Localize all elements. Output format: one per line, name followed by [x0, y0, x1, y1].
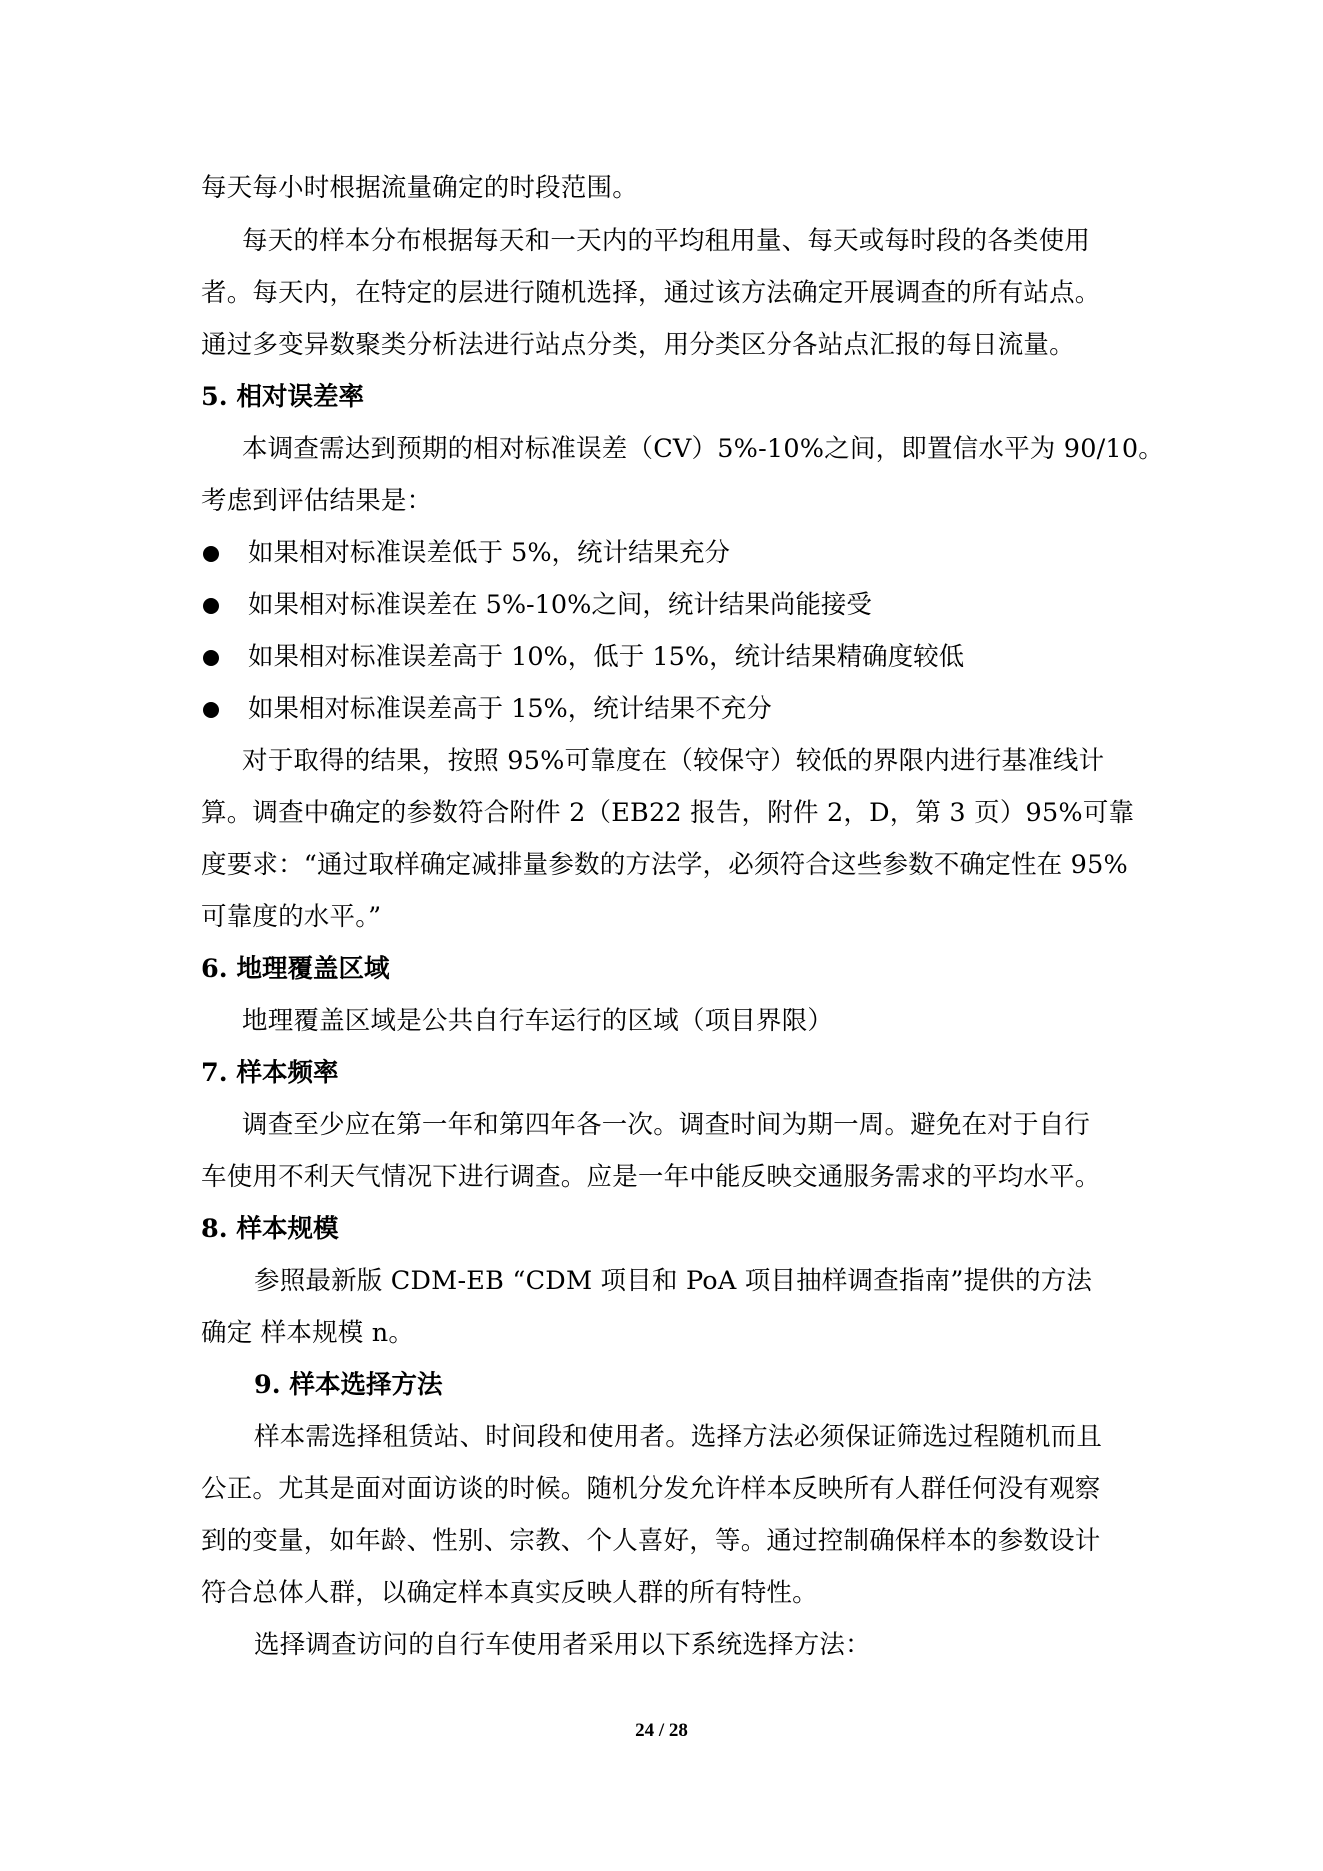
paragraph-line: 本调查需达到预期的相对标准误差（CV）5%-10%之间，即置信水平为 90/10。 — [242, 434, 1164, 464]
paragraph-line: 确定 样本规模 n。 — [201, 1318, 415, 1348]
paragraph-line: 选择调查访问的自行车使用者采用以下系统选择方法： — [254, 1630, 871, 1660]
paragraph-line: 到的变量，如年龄、性别、宗教、个人喜好，等。通过控制确保样本的参数设计 — [201, 1526, 1101, 1556]
paragraph-line: 符合总体人群，以确定样本真实反映人群的所有特性。 — [201, 1578, 818, 1608]
bullet-text: 如果相对标准误差在 5%-10%之间，统计结果尚能接受 — [248, 590, 872, 620]
paragraph-line: 者。每天内，在特定的层进行随机选择，通过该方法确定开展调查的所有站点。 — [201, 278, 1101, 308]
page-number: 24 / 28 — [635, 1720, 688, 1741]
bullet-text: 如果相对标准误差高于 10%，低于 15%，统计结果精确度较低 — [248, 642, 965, 672]
paragraph-line: 每天每小时根据流量确定的时段范围。 — [201, 173, 638, 203]
bullet-dot-icon — [203, 650, 219, 666]
section-heading-5: 5. 相对误差率 — [201, 382, 364, 412]
paragraph-line: 度要求：“通过取样确定减排量参数的方法学，必须符合这些参数不确定性在 95% — [201, 850, 1128, 880]
paragraph-line: 样本需选择租赁站、时间段和使用者。选择方法必须保证筛选过程随机而且 — [254, 1422, 1103, 1452]
paragraph-line: 对于取得的结果，按照 95%可靠度在（较保守）较低的界限内进行基准线计 — [242, 746, 1105, 776]
bullet-dot-icon — [203, 546, 219, 562]
paragraph-line: 考虑到评估结果是： — [201, 486, 433, 516]
paragraph-line: 调查至少应在第一年和第四年各一次。调查时间为期一周。避免在对于自行 — [242, 1110, 1091, 1140]
bullet-text: 如果相对标准误差高于 15%，统计结果不充分 — [248, 694, 772, 724]
section-heading-9: 9. 样本选择方法 — [254, 1370, 443, 1400]
paragraph-line: 公正。尤其是面对面访谈的时候。随机分发允许样本反映所有人群任何没有观察 — [201, 1474, 1101, 1504]
bullet-dot-icon — [203, 598, 219, 614]
section-heading-8: 8. 样本规模 — [201, 1214, 339, 1244]
section-heading-7: 7. 样本频率 — [201, 1058, 339, 1088]
paragraph-line: 地理覆盖区域是公共自行车运行的区域（项目界限） — [242, 1006, 834, 1036]
section-heading-6: 6. 地理覆盖区域 — [201, 954, 390, 984]
paragraph-line: 可靠度的水平。” — [201, 902, 382, 932]
paragraph-line: 算。调查中确定的参数符合附件 2（EB22 报告，附件 2，D，第 3 页）95%可靠 — [201, 798, 1135, 828]
paragraph-line: 参照最新版 CDM-EB “CDM 项目和 PoA 项目抽样调查指南”提供的方法 — [254, 1266, 1093, 1296]
paragraph-line: 每天的样本分布根据每天和一天内的平均租用量、每天或每时段的各类使用 — [242, 226, 1091, 256]
paragraph-line: 通过多变异数聚类分析法进行站点分类，用分类区分各站点汇报的每日流量。 — [201, 330, 1075, 360]
bullet-dot-icon — [203, 702, 219, 718]
paragraph-line: 车使用不利天气情况下进行调查。应是一年中能反映交通服务需求的平均水平。 — [201, 1162, 1101, 1192]
bullet-text: 如果相对标准误差低于 5%，统计结果充分 — [248, 538, 731, 568]
